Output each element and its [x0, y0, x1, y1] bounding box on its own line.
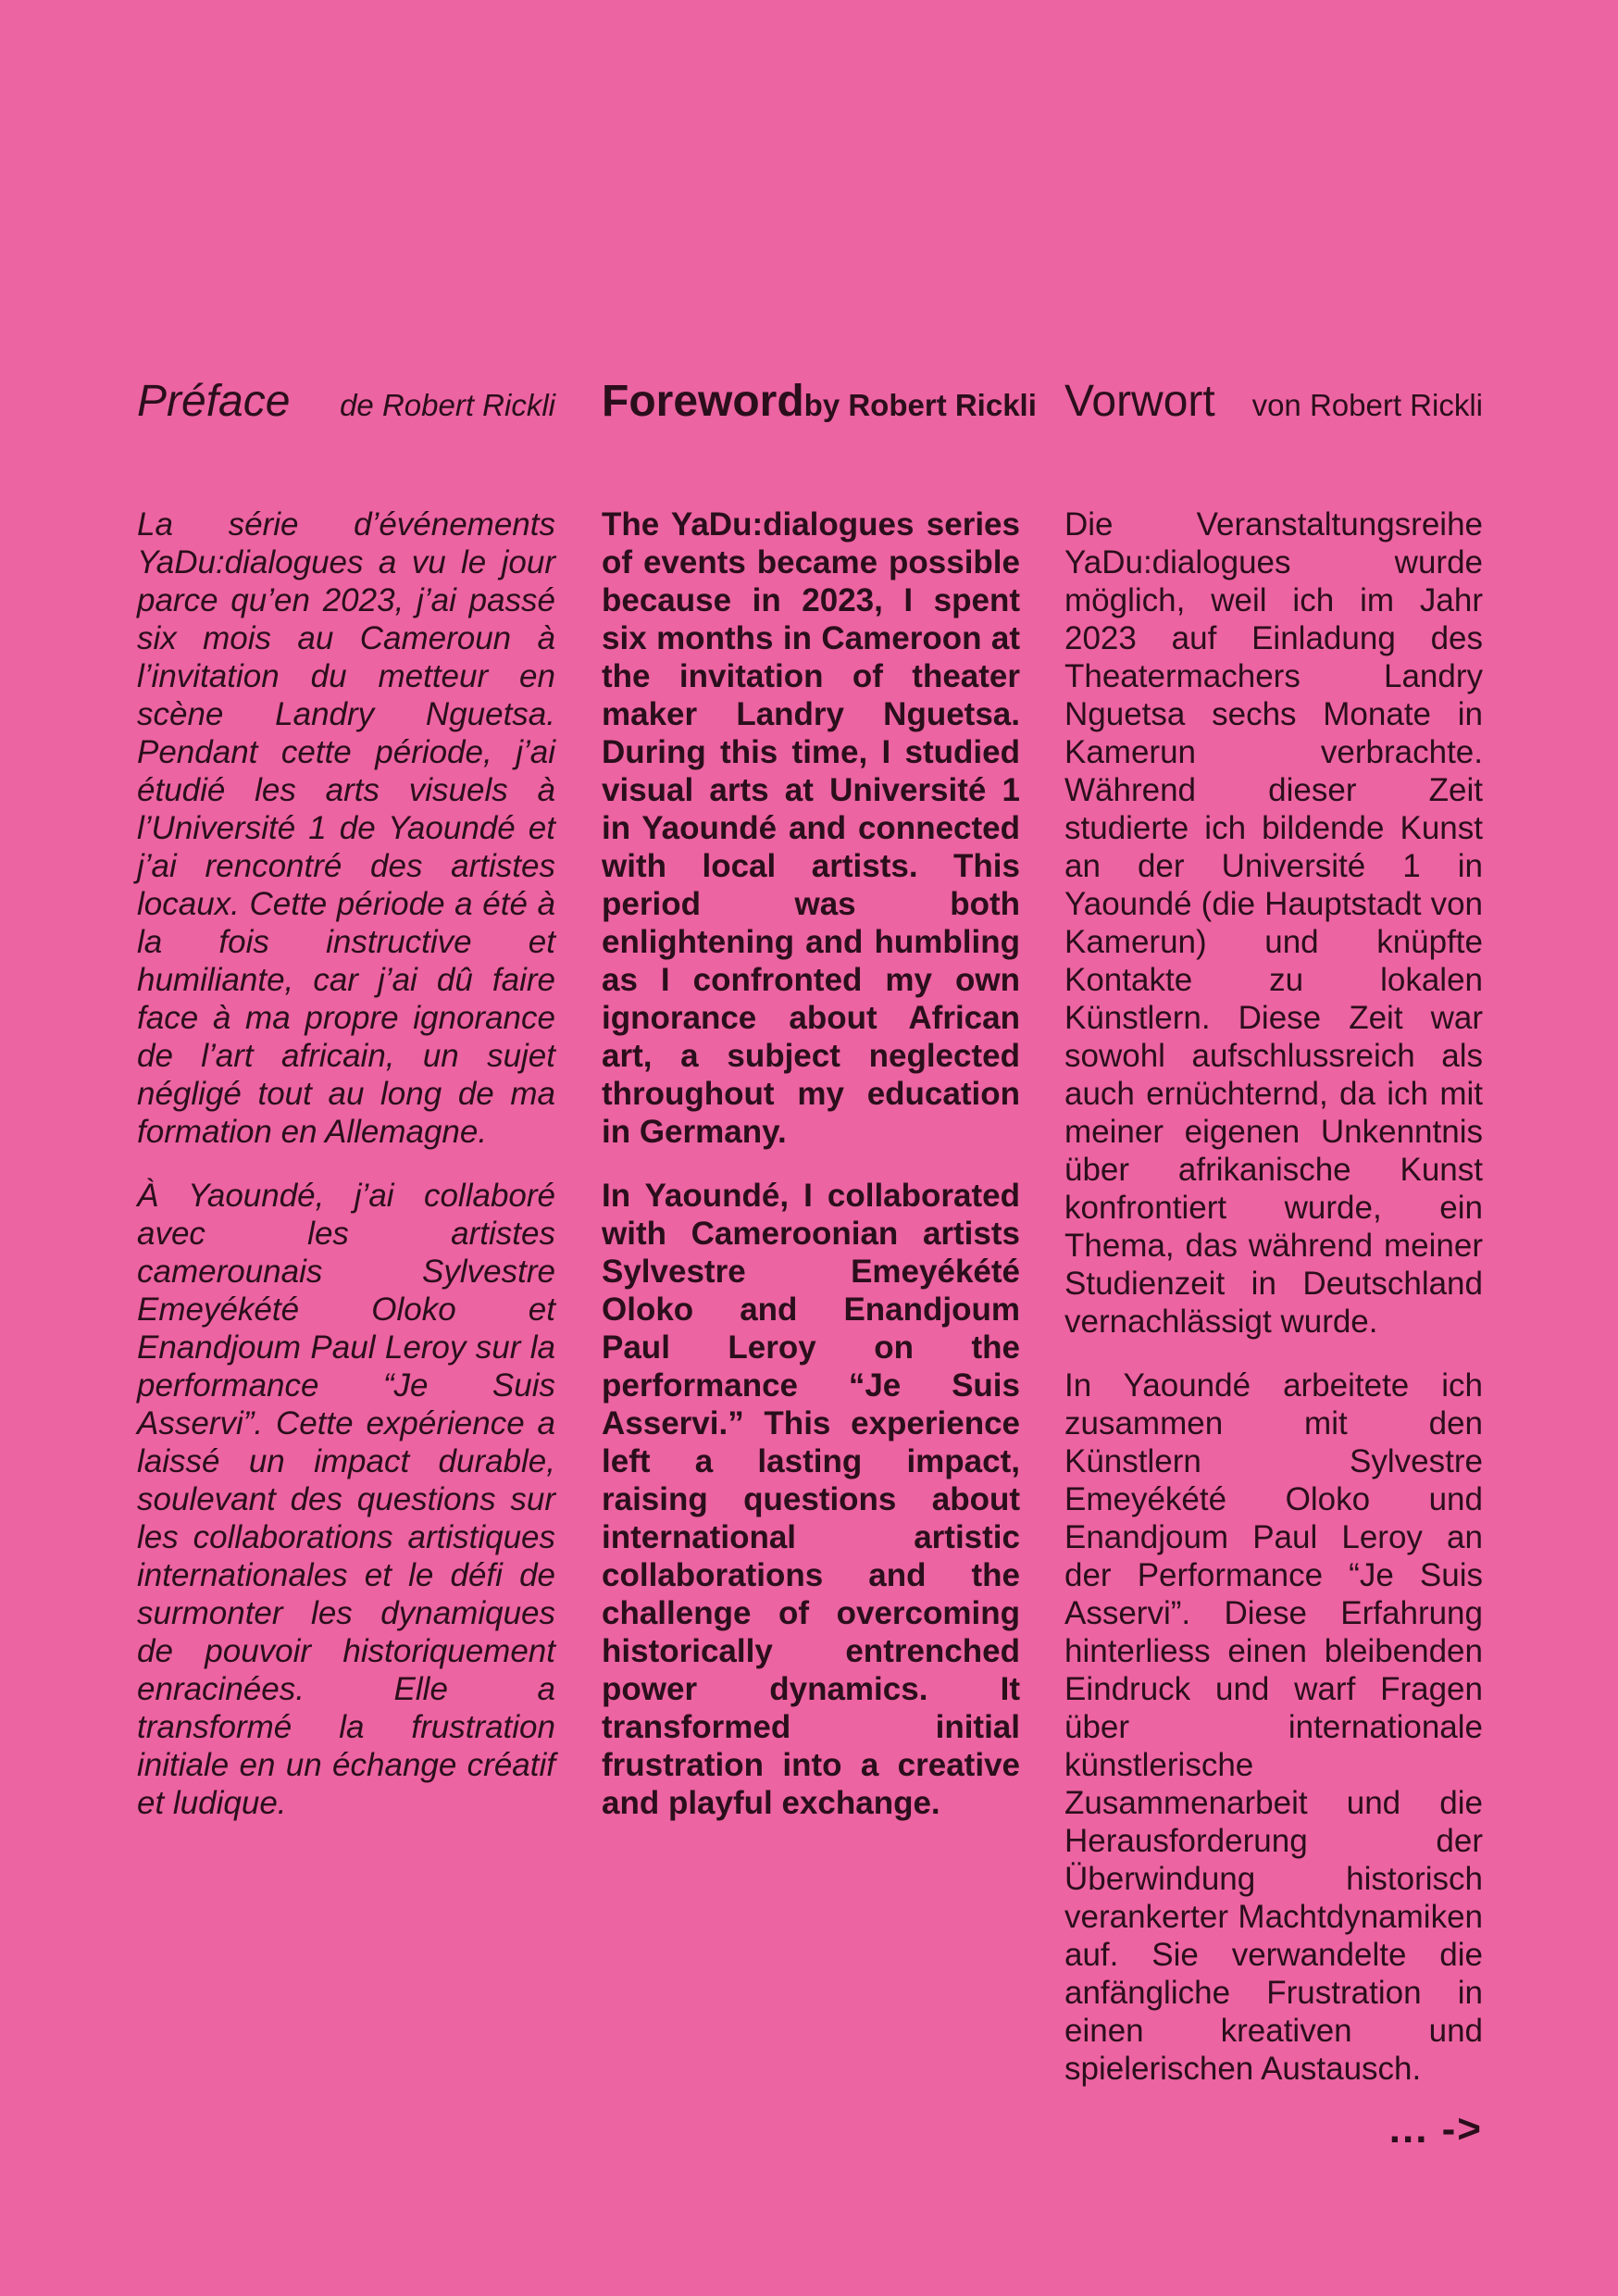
column-french: [137, 377, 555, 1822]
french-title: Préface: [137, 377, 291, 426]
english-paragraph-2: In Yaoundé, I collaborated with Cameroonian artists Sylvestre Emeyékété Oloko and Enandjoum Paul Leroy on the performance “Je Suis Asservi.” This experience left a lasting impact, raising questions about international artistic collaborations and the challenge of overcoming historically entrenched power dynamics. It transformed initial frustration into a creative and playful exchange.: [602, 1178, 1020, 1821]
english-heading: [602, 377, 1037, 426]
french-paragraph-2: À Yaoundé, j’ai collaboré avec les artistes camerounais Sylvestre Emeyékété Oloko et Enandjoum Paul Leroy sur la performance “Je Suis Asservi”. Cette expérience a laissé un impact durable, soulevant des questions sur les collaborations artistiques internationales et le défi de surmonter les dynamiques de pouvoir historiquement enracinées. Elle a transformé la frustration initiale en un échange créatif et ludique.: [137, 1178, 555, 1821]
german-title: Vorwort: [1064, 377, 1215, 426]
french-heading: [137, 377, 555, 426]
continuation-marker: ... ->: [1388, 2106, 1483, 2152]
french-paragraph-1: La série d’événements YaDu:dialogues a vu le jour parce qu’en 2023, j’ai passé six mois au Cameroun à l’invitation du metteur en scène Landry Nguetsa. Pendant cette période, j’ai étudié les arts visuels à l’Université 1 de Yaoundé et j’ai rencontré des artistes locaux. Cette période a été à la fois instructive et humiliante, car j’ai dû faire face à ma propre ignorance de l’art africain, un sujet négligé tout au long de ma formation en Allemagne.: [137, 506, 555, 1150]
english-paragraph-1: The YaDu:dialogues series of events became possible because in 2023, I spent six months in Cameroon at the invitation of theater maker Landry Nguetsa. During this time, I studied visual arts at Université 1 in Yaoundé and connected with local artists. This period was both enlightening and humbling as I confronted my own ignorance about African art, a subject neglected throughout my education in Germany.: [602, 506, 1020, 1150]
column-german: [1064, 377, 1483, 2088]
german-paragraph-1: Die Veranstaltungsreihe YaDu:dialogues wurde möglich, weil ich im Jahr 2023 auf Einladung des Theatermachers Landry Nguetsa sechs Monate in Kamerun verbrachte. Während dieser Zeit studierte ich bildende Kunst an der Université 1 in Yaoundé (die Hauptstadt von Kamerun) und knüpfte Kontakte zu lokalen Künstlern. Diese Zeit war sowohl aufschlussreich als auch ernüchternd, da ich mit meiner eigenen Unkenntnis über afrikanische Kunst konfrontiert wurde, ein Thema, das während meiner Studienzeit in Deutschland vernachlässigt wurde.: [1064, 506, 1483, 1340]
german-byline: von Robert Rickli: [1251, 388, 1483, 422]
english-title: Foreword: [602, 377, 804, 426]
german-heading: [1064, 377, 1483, 426]
column-english: [602, 377, 1037, 1822]
english-byline: by Robert Rickli: [803, 388, 1037, 422]
french-byline: de Robert Rickli: [340, 388, 555, 422]
german-paragraph-2: In Yaoundé arbeitete ich zusammen mit den Künstlern Sylvestre Emeyékété Oloko und Enandjoum Paul Leroy an der Performance “Je Suis Asservi”. Diese Erfahrung hinterliess einen bleibenden Eindruck und warf Fragen über internationale künstlerische Zusammenarbeit und die Herausforderung der Überwindung historisch verankerter Machtdynamiken auf. Sie verwandelte die anfängliche Frustration in einen kreativen und spielerischen Austausch.: [1064, 1367, 1483, 2087]
